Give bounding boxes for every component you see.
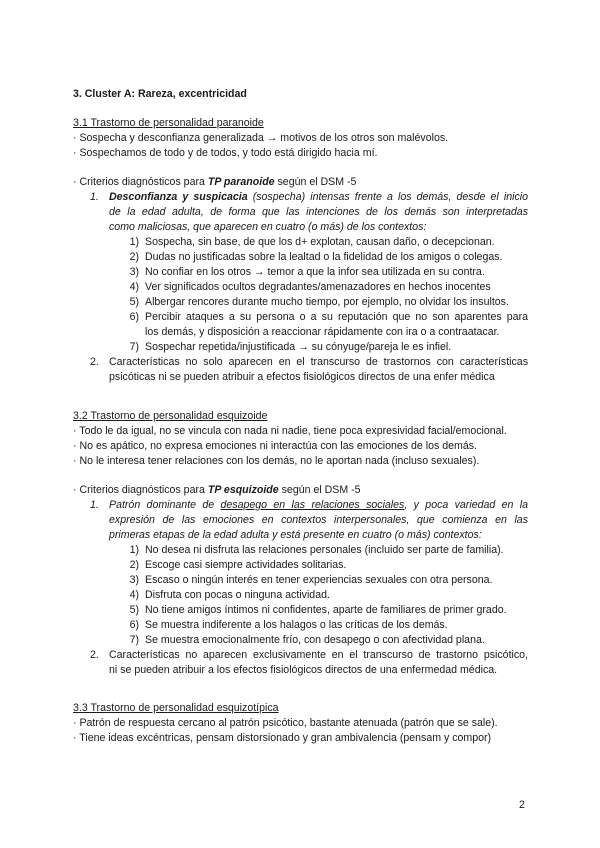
subsection-title-schizotypal: 3.3 Trastorno de personalidad esquizotípica [73, 702, 279, 714]
list-item: No tiene amigos íntimos ni confidentes, aparte de familiares de primer grado. [145, 604, 507, 616]
item-number: 4) [129, 281, 139, 293]
section-heading: 3. Cluster A: Rareza, excentricidad [73, 88, 247, 100]
page-number: 2 [519, 799, 525, 811]
item-number: 2) [129, 559, 139, 571]
item-number: 6) [129, 311, 139, 323]
item-number: 3) [129, 574, 139, 586]
criterion-text: ni se pueden atribuir a los efectos fisiológicos directos de una enfermedad médica. [109, 664, 498, 676]
criteria-intro: · Criterios diagnósticos para TP esquizoide según el DSM -5 [73, 484, 361, 496]
list-item: Disfruta con pocas o ninguna actividad. [145, 589, 330, 601]
list-item: los demás, y disposición a reaccionar rápidamente con ira o a contraatacar. [145, 326, 500, 338]
criterion-number: 2. [90, 356, 99, 368]
subsection-title-paranoid: 3.1 Trastorno de personalidad paranoide [73, 117, 264, 129]
criterion-text: como maliciosas, que aparecen en cuatro (o más) de los contextos: [109, 221, 427, 233]
list-item: No confiar en los otros → temor a que la infor sea utilizada en su contra. [145, 266, 485, 278]
item-number: 6) [129, 619, 139, 631]
item-number: 5) [129, 604, 139, 616]
list-item: Se muestra emocionalmente frío, con desapego o con afectividad plana. [145, 634, 485, 646]
bullet-line: · Patrón de respuesta cercano al patrón psicótico, bastante atenuada (patrón que se sale). [73, 717, 498, 729]
criterion-number: 1. [90, 499, 99, 511]
list-item: Sospecha, sin base, de que los d+ explotan, causan daño, o decepcionan. [145, 236, 495, 248]
criterion-text: expresión de las emociones en contextos interpersonales, que comienza en las [109, 514, 528, 526]
item-number: 4) [129, 589, 139, 601]
list-item: Sospechar repetida/injustificada → su cónyuge/pareja le es infiel. [145, 341, 452, 353]
bullet-line: · No le interesa tener relaciones con los demás, no le aportan nada (incluso sexuales). [73, 455, 480, 467]
item-number: 1) [129, 236, 139, 248]
bullet-line: · Tiene ideas excéntricas, pensam distorsionado y gran ambivalencia (pensam y compor) [73, 732, 492, 744]
list-item: Ver significados ocultos degradantes/amenazadores en hechos inocentes [145, 281, 491, 293]
criterion-text: Características no aparecen exclusivamente en el transcurso de trastorno psicótico, [109, 649, 528, 661]
criteria-intro: · Criterios diagnósticos para TP paranoide según el DSM -5 [73, 176, 357, 188]
item-number: 3) [129, 266, 139, 278]
criterion-text: primeras etapas de la edad adulta y está presente en cuatro (o más) contextos: [109, 529, 482, 541]
item-number: 5) [129, 296, 139, 308]
item-number: 7) [129, 634, 139, 646]
list-item: Escaso o ningún interés en tener experiencias sexuales con otra persona. [145, 574, 493, 586]
list-item: Se muestra indiferente a los halagos o las críticas de los demás. [145, 619, 448, 631]
list-item: No desea ni disfruta las relaciones personales (incluido ser parte de familia). [145, 544, 504, 556]
list-item: Percibir ataques a su persona o a su reputación que no son aparentes para [145, 311, 528, 323]
bullet-line: · Sospechamos de todo y de todos, y todo está dirigido hacia mí. [73, 147, 378, 159]
bullet-line: · Sospecha y desconfianza generalizada → motivos de los otros son malévolos. [73, 132, 449, 144]
item-number: 1) [129, 544, 139, 556]
criterion-number: 1. [90, 191, 99, 203]
criterion-text: Características no solo aparecen en el transcurso de trastornos con características [109, 356, 528, 368]
bullet-line: · Todo le da igual, no se vincula con nada ni nadie, tiene poca expresividad facial/emocional. [73, 425, 507, 437]
list-item: Escoge casi siempre actividades solitarias. [145, 559, 347, 571]
item-number: 2) [129, 251, 139, 263]
subsection-title-schizoid: 3.2 Trastorno de personalidad esquizoide [73, 410, 268, 422]
criterion-text: Patrón dominante de desapego en las relaciones sociales, y poca variedad en la [109, 499, 528, 511]
criterion-text: psicóticas ni se pueden atribuir a efectos fisiológicos directos de una enfer médica [109, 371, 495, 383]
list-item: Albergar rencores durante mucho tiempo, por ejemplo, no olvidar los insultos. [145, 296, 509, 308]
item-number: 7) [129, 341, 139, 353]
list-item: Dudas no justificadas sobre la lealtad o la fidelidad de los amigos o colegas. [145, 251, 503, 263]
bullet-line: · No es apático, no expresa emociones ni interactúa con las emociones de los demás. [73, 440, 477, 452]
criterion-number: 2. [90, 649, 99, 661]
criterion-text: Desconfianza y suspicacia (sospecha) intensas frente a los demás, desde el inicio [109, 191, 528, 203]
criterion-text: de la edad adulta, de forma que las intenciones de los demás son interpretadas [109, 206, 528, 218]
